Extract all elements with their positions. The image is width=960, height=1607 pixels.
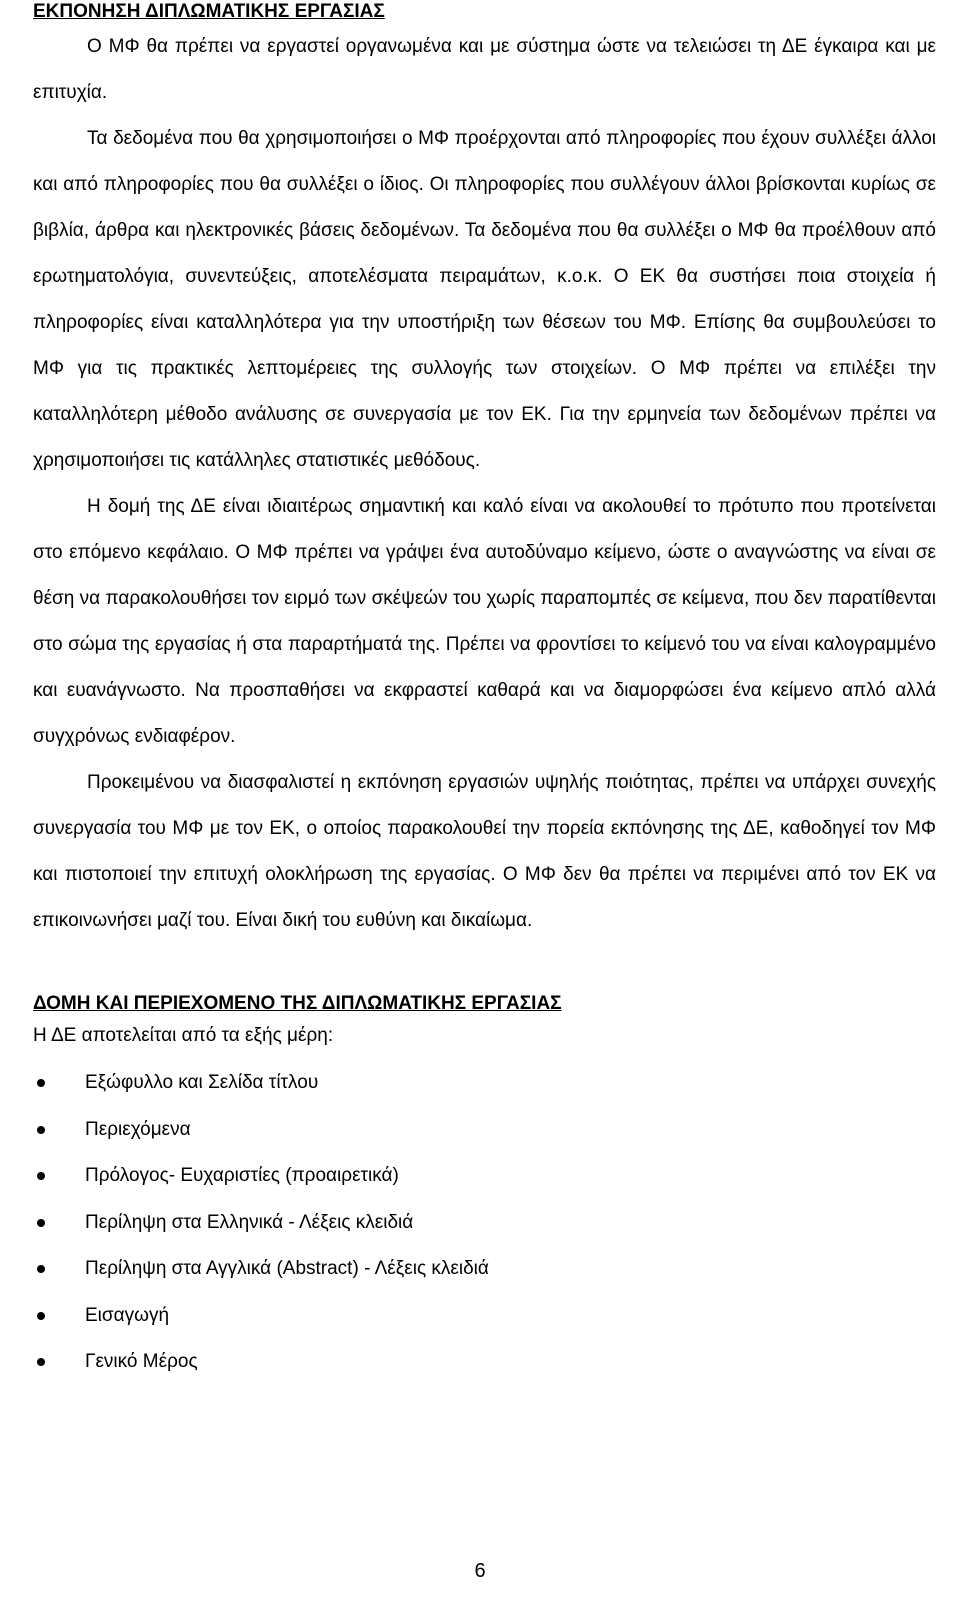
- list-item-label: Εξώφυλλο και Σελίδα τίτλου: [85, 1072, 319, 1093]
- list-item-label: Πρόλογος- Ευχαριστίες (προαιρετικά): [85, 1165, 399, 1186]
- paragraph-data-sources: Τα δεδομένα που θα χρησιμοποιήσει ο ΜΦ προέρχονται από πληροφορίες που έχουν συλλέξει άλλοι και από πληροφορίες που θα συλλέξει ο ίδιος. Οι πληροφορίες που συλλέγουν άλλοι βρίσκονται κυρίως σε βιβλία, άρθρα και ηλεκτρονικές βάσεις δεδομένων. Τα δεδομένα που θα συλλέξει ο ΜΦ θα προέλθουν από ερωτηματολόγια, συνεντεύξεις, αποτελέσματα πειραμάτων, κ.ο.κ. Ο ΕΚ θα συστήσει ποια στοιχεία ή πληροφορίες είναι καταλληλότερα για την υποστήριξη των θέσεων του ΜΦ. Επίσης θα συμβουλεύσει το ΜΦ για τις πρακτικές λεπτομέρειες της συλλογής των στοιχείων. Ο ΜΦ πρέπει να επιλέξει την καταλληλότερη μέθοδο ανάλυσης σε συνεργασία με τον ΕΚ. Για την ερμηνεία των δεδομένων πρέπει να χρησιμοποιήσει τις κατάλληλες στατιστικές μεθόδους.: [33, 128, 936, 471]
- list-item-label: Εισαγωγή: [85, 1304, 170, 1326]
- paragraph-structure: Η δομή της ΔΕ είναι ιδιαιτέρως σημαντική και καλό είναι να ακολουθεί το πρότυπο που προτείνεται στο επόμενο κεφάλαιο. Ο ΜΦ πρέπει να γράψει ένα αυτοδύναμο κείμενο, ώστε ο αναγνώστης να είναι σε θέση να παρακολουθήσει τον ειρμό των σκέψεών του χωρίς παραπομπές σε κείμενα, που δεν παρατίθενται στο σώμα της εργασίας ή στα παραρτήματά της. Πρέπει να φροντίσει το κείμενό του να είναι καλογραμμένο και ευανάγνωστο. Να προσπαθήσει να εκφραστεί καθαρά και να διαμορφώσει ένα κείμενο απλό αλλά συγχρόνως ενδιαφέρον.: [33, 496, 936, 747]
- list-item: [33, 1293, 936, 1340]
- paragraph-collaboration: Προκειμένου να διασφαλιστεί η εκπόνηση εργασιών υψηλής ποιότητας, πρέπει να υπάρχει συνεχής συνεργασία του ΜΦ με τον ΕΚ, ο οποίος παρακολουθεί την πορεία εκπόνησης της ΔΕ, καθοδηγεί τον ΜΦ και πιστοποιεί την επιτυχή ολοκλήρωση της εργασίας. Ο ΜΦ δεν θα πρέπει να περιμένει από τον ΕΚ να επικοινωνήσει μαζί του. Είναι δική του ευθύνη και δικαίωμα.: [33, 772, 936, 931]
- list-item-label: Περιεχόμενα: [85, 1118, 191, 1140]
- section-heading-thesis-structure: ΔΟΜΗ ΚΑΙ ΠΕΡΙΕΧΟΜΕΝΟ ΤΗΣ ΔΙΠΛΩΜΑΤΙΚΗΣ ΕΡΓΑΣΙΑΣ: [33, 993, 562, 1014]
- list-item: [33, 1200, 936, 1247]
- list-item: [33, 1153, 936, 1200]
- list-item: [33, 1246, 936, 1293]
- paragraph-organisation: Ο ΜΦ θα πρέπει να εργαστεί οργανωμένα και με σύστημα ώστε να τελειώσει τη ΔΕ έγκαιρα και με επιτυχία.: [33, 36, 936, 103]
- parts-intro: Η ΔΕ αποτελείται από τα εξής μέρη:: [33, 1025, 334, 1046]
- section-heading-thesis-preparation: ΕΚΠΟΝΗΣΗ ΔΙΠΛΩΜΑΤΙΚΗΣ ΕΡΓΑΣΙΑΣ: [33, 1, 385, 22]
- list-item-label: Περίληψη στα Αγγλικά (Abstract) - Λέξεις κλειδιά: [85, 1258, 489, 1279]
- list-item-label: Γενικό Μέρος: [85, 1351, 198, 1372]
- bullet-icon: [37, 1265, 45, 1273]
- bullet-icon: [37, 1219, 45, 1227]
- document-page: [33, 0, 936, 1386]
- bullet-icon: [37, 1358, 45, 1366]
- page-number: 6: [474, 1560, 486, 1582]
- list-item: [33, 1107, 936, 1154]
- bullet-icon: [37, 1126, 45, 1134]
- section-spacer: [33, 944, 936, 992]
- bullet-icon: [37, 1172, 45, 1180]
- thesis-parts-list: [33, 1060, 936, 1386]
- bullet-icon: [37, 1312, 45, 1320]
- list-item: [33, 1060, 936, 1107]
- list-item-label: Περίληψη στα Ελληνικά - Λέξεις κλειδιά: [85, 1211, 414, 1233]
- bullet-icon: [37, 1079, 45, 1087]
- list-item: [33, 1339, 936, 1386]
